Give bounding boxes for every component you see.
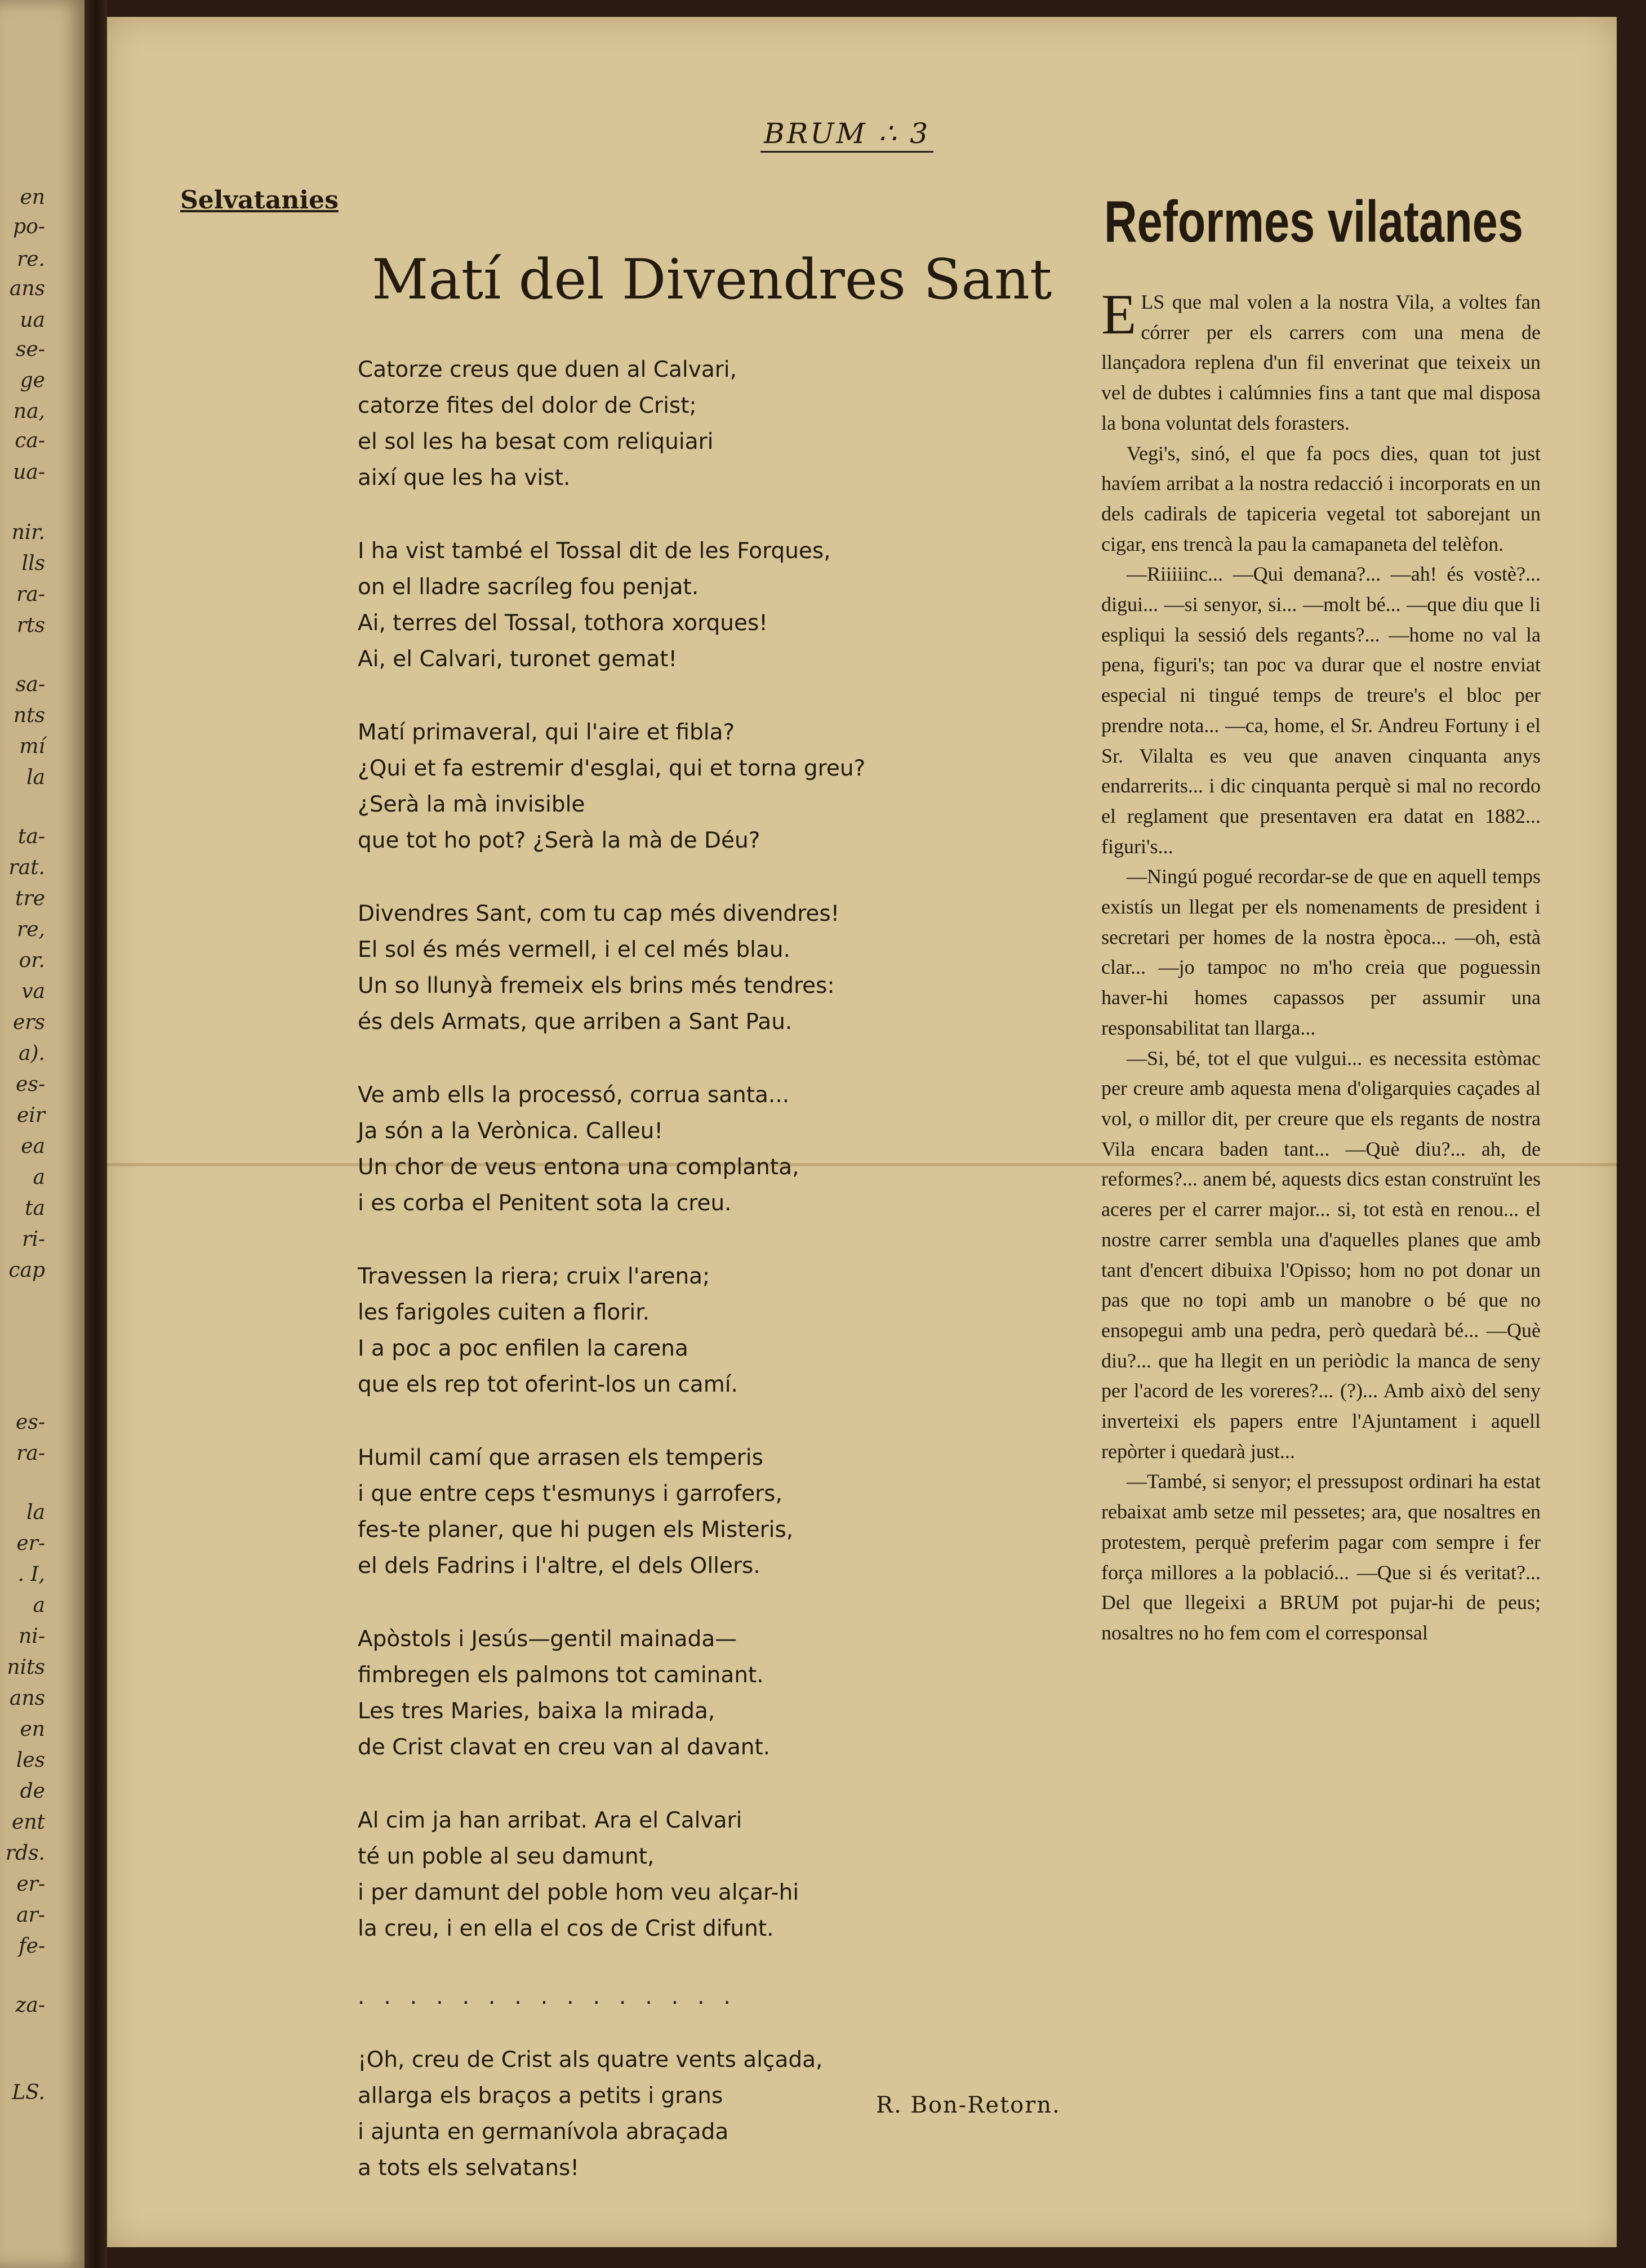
poem-verse: a tots els selvatans!	[358, 2155, 579, 2181]
poem-stanza	[358, 715, 1000, 859]
poem-verse: té un poble al seu damunt,	[358, 1844, 655, 1869]
left-page-text-fragment: cap	[8, 1259, 45, 1282]
left-page-text-fragment: er-	[16, 1532, 45, 1555]
article-paragraph: —Riiiiinc... —Qui demana?... —ah! és vostè?... digui... —si senyor, si... —molt bé... —que diu que li espliqui la sessió dels regants?... —home no val la pena, figuri's; tan poc va durar que el nostre enviat especial ni tingué temps de treure's el bloc per prendre nota... —ca, home, el Sr. Andreu Fortuny i el Sr. Vilalta es veu que anaven cinquanta anys endarrerits... i dic cinquanta perquè si mal no recordo el reglament que presentaven era datat en 1882... figuri's...	[1101, 563, 1541, 858]
left-page-text-fragment: ta	[25, 1197, 45, 1220]
poem-verse: allarga els braços a petits i grans	[358, 2083, 723, 2109]
poem-verse: I a poc a poc enfilen la carena	[358, 1336, 688, 1361]
poem-stanza	[358, 1259, 1000, 1403]
left-page-text-fragment: a).	[19, 1042, 45, 1065]
left-page-text-fragment: or.	[19, 949, 45, 972]
poem-stanza	[358, 896, 1000, 1040]
left-page-text-fragment: rts	[16, 614, 45, 637]
left-page-text-fragment: na,	[13, 400, 45, 423]
article-paragraph	[1101, 283, 1541, 439]
poem-verse: Un so llunyà fremeix els brins més tendres:	[358, 973, 835, 999]
poem-verse: Humil camí que arrasen els temperis	[358, 1445, 763, 1471]
poem-body	[358, 352, 1000, 2224]
poem-verse: Ai, terres del Tossal, tothora xorques!	[358, 611, 768, 636]
left-page-text-fragment: de	[20, 1780, 45, 1803]
left-page-text-fragment: es-	[16, 1073, 45, 1096]
poem-stanza	[358, 533, 1000, 678]
left-page-text-fragment: ent	[12, 1811, 45, 1834]
poem-stanza	[358, 1621, 1000, 1766]
left-page-text-fragment: ea	[21, 1135, 45, 1158]
left-page-text-fragment: ra-	[16, 1442, 45, 1465]
left-page-text-fragment: er-	[16, 1873, 45, 1896]
poem-stanza	[358, 1803, 1000, 1947]
newspaper-page	[107, 17, 1617, 2247]
left-page-text-fragment: tre	[15, 887, 45, 910]
left-page-text-fragment: ers	[13, 1011, 45, 1034]
left-page-text-fragment: ni-	[19, 1625, 45, 1648]
poem-stanza	[358, 1440, 1000, 1584]
article-paragraph: —Si, bé, tot el que vulgui... es necessita estòmac per creure amb aquesta mena d'oligarquies caçades al vol, o millor dit, per creure que els regants de nostra Vila encara baden tant... —Què diu?... ah, de reformes?... anem bé, aquests dics estan construïnt les aceres per el carrer major... si, tot està en renou... el nostre carrer sembla una d'aquelles planes que amb tant d'encert dibuixa l'Opisso; hom no pot donar un pas que no topi amb un manobre o bé que no ensopegui amb una pedra, però quedarà bé... —Què diu?... que ha llegit en un periòdic la manca de seny per l'acord de les voreres?... (?)... Amb això del seny inverteixi els papers entre l'Ajuntament i aquell repòrter i quedarà just...	[1101, 1046, 1541, 1463]
left-page-text-fragment: a	[33, 1166, 45, 1189]
poem-verse: El sol és més vermell, i el cel més blau.	[358, 937, 791, 963]
left-page-text-fragment: re,	[17, 918, 45, 941]
poem-stanza	[358, 1077, 1000, 1222]
poem-verse: i ajunta en germanívola abraçada	[358, 2119, 729, 2145]
left-page-text-fragment: ua	[20, 309, 45, 332]
poem-verse: Ve amb ells la processó, corrua santa...	[358, 1082, 790, 1108]
section-label: Selvatanies	[180, 186, 339, 215]
left-page-text-fragment: . I,	[17, 1563, 45, 1586]
poem-verse: Matí primaveral, qui l'aire et fibla?	[358, 720, 735, 745]
poem-author: R. Bon-Retorn.	[876, 2092, 1061, 2118]
left-page-text-fragment: nits	[7, 1656, 45, 1679]
left-page-text-fragment: les	[16, 1749, 45, 1772]
left-page-text-fragment: se-	[16, 338, 45, 361]
poem-verse: i que entre ceps t'esmunys i garrofers,	[358, 1481, 782, 1507]
left-page-text-fragment: fe-	[19, 1935, 45, 1958]
left-page-text-fragment: ua-	[13, 461, 45, 484]
poem-verse: fimbregen els palmons tot caminant.	[358, 1663, 764, 1688]
poem-verse: I ha vist també el Tossal dit de les Forques,	[358, 538, 831, 564]
article-paragraph: —També, si senyor; el pressupost ordinari ha estat rebaixat amb setze mil pessetes; ara, que nosaltres en protestem, perquè preferim pagar com sempre i fer força millores a la població... —Que si és veritat?... Del que llegeixi a BRUM pot pujar-hi de peus; nosaltres no ho fem com el corresponsal	[1101, 1470, 1541, 1644]
left-page-text-fragment: ans	[9, 277, 45, 300]
poem-verse: fes-te planer, que hi pugen els Misteris,	[358, 1517, 794, 1543]
poem-verse: la creu, i en ella el cos de Crist difunt.	[358, 1916, 774, 1941]
left-page-text-fragment: re.	[17, 248, 45, 271]
left-page-text-fragment: en	[20, 186, 45, 209]
article-body	[1101, 283, 1541, 1648]
poem-verse: que els rep tot oferint-los un camí.	[358, 1372, 738, 1397]
left-page-text-fragment: LS.	[12, 2081, 45, 2104]
left-page-text-fragment: ri-	[22, 1228, 45, 1251]
poem-verse: de Crist clavat en creu van al davant.	[358, 1735, 771, 1760]
left-page-text-fragment: en	[20, 1718, 45, 1741]
poem-verse: el sol les ha besat com reliquiari	[358, 429, 714, 455]
poem-verse: i per damunt del poble hom veu alçar-hi	[358, 1880, 799, 1905]
left-page-text-fragment: ca-	[15, 429, 45, 452]
left-page-fragment	[0, 0, 84, 2268]
left-page-text-fragment: ra-	[16, 583, 45, 606]
left-page-text-fragment: nir.	[11, 521, 45, 544]
article-paragraph-text: LS que mal volen a la nostra Vila, a voltes fan córrer per els carrers com una mena de llançadora replena d'un fil enverinat que teixeix un vel de dubtes i calúmnies fins a tant que mal disposa la bona voluntat dels forasters.	[1101, 291, 1541, 434]
poem-verse: és dels Armats, que arriben a Sant Pau.	[358, 1009, 793, 1035]
left-page-text-fragment: mí	[19, 735, 45, 758]
poem-verse: Travessen la riera; cruix l'arena;	[358, 1264, 710, 1289]
left-page-text-fragment: rat.	[8, 856, 45, 879]
poem-verse: on el lladre sacríleg fou penjat.	[358, 574, 699, 600]
article-title: Reformes vilatanes	[1104, 189, 1523, 255]
poem-verse: que tot ho pot? ¿Serà la mà de Déu?	[358, 828, 760, 853]
left-page-text-fragment: la	[26, 766, 45, 789]
article-paragraph: —Ningú pogué recordar-se de que en aquell temps existís un llegat per els nomenaments de president i secretari per homes de la nostra època... —oh, està clar... —jo tampoc no m'ho creia que poguessin haver-hi homes capassos per assumir una responsabilitat tan llarga...	[1101, 865, 1541, 1039]
poem-title: Matí del Divendres Sant	[372, 248, 1052, 312]
poem-verse: ¿Serà la mà invisible	[358, 792, 585, 817]
left-page-text-fragment: a	[33, 1594, 45, 1617]
left-page-text-fragment: rds.	[5, 1842, 45, 1865]
left-page-text-fragment: po-	[13, 215, 45, 238]
poem-verse: Ja són a la Verònica. Calleu!	[358, 1119, 664, 1144]
poem-verse: les farigoles cuiten a florir.	[358, 1300, 650, 1325]
poem-verse: ¡Oh, creu de Crist als quatre vents alçada,	[358, 2047, 823, 2073]
poem-separator: ...............	[358, 1984, 750, 2009]
left-page-text-fragment: eir	[16, 1104, 45, 1127]
poem-verse: catorze fites del dolor de Crist;	[358, 393, 697, 418]
left-page-text-fragment: za-	[15, 1994, 45, 2017]
left-page-text-fragment: sa-	[15, 673, 45, 696]
poem-verse: Catorze creus que duen al Calvari,	[358, 357, 737, 382]
left-page-text-fragment: ar-	[16, 1904, 45, 1927]
poem-verse: Divendres Sant, com tu cap més divendres!	[358, 901, 840, 926]
poem-verse: el dels Fadrins i l'altre, el dels Ollers.	[358, 1553, 760, 1579]
poem-verse: Un chor de veus entona una complanta,	[358, 1155, 799, 1180]
left-page-text-fragment: ans	[9, 1687, 45, 1710]
poem-verse: Apòstols i Jesús—gentil mainada—	[358, 1627, 737, 1652]
poem-verse: Les tres Maries, baixa la mirada,	[358, 1699, 715, 1724]
page-gutter	[84, 0, 107, 2268]
left-page-text-fragment: lls	[21, 552, 45, 575]
left-page-text-fragment: ta-	[17, 825, 45, 848]
drop-cap: E	[1101, 283, 1137, 346]
poem-verse: així que les ha vist.	[358, 465, 571, 491]
poem-stanza	[358, 352, 1000, 496]
left-page-text-fragment: va	[21, 980, 45, 1003]
poem-verse: Al cim ja han arribat. Ara el Calvari	[358, 1808, 742, 1833]
poem-verse: ¿Qui et fa estremir d'esglai, qui et torna greu?	[358, 756, 866, 781]
running-head: BRUM ∴ 3	[760, 117, 933, 153]
poem-verse: Ai, el Calvari, turonet gemat!	[358, 647, 678, 672]
left-page-text-fragment: nts	[13, 704, 45, 727]
poem-verse: i es corba el Penitent sota la creu.	[358, 1191, 732, 1216]
article-paragraph: Vegi's, sinó, el que fa pocs dies, quan tot just havíem arribat a la nostra redacció i incorporats en un dels cadirals de tapiceria vegetal tot saborejant un cigar, ens trencà la pau la camapaneta del telèfon.	[1101, 442, 1541, 555]
left-page-text-fragment: ge	[20, 369, 45, 392]
left-page-text-fragment: la	[26, 1501, 45, 1524]
left-page-text-fragment: es-	[16, 1411, 45, 1434]
